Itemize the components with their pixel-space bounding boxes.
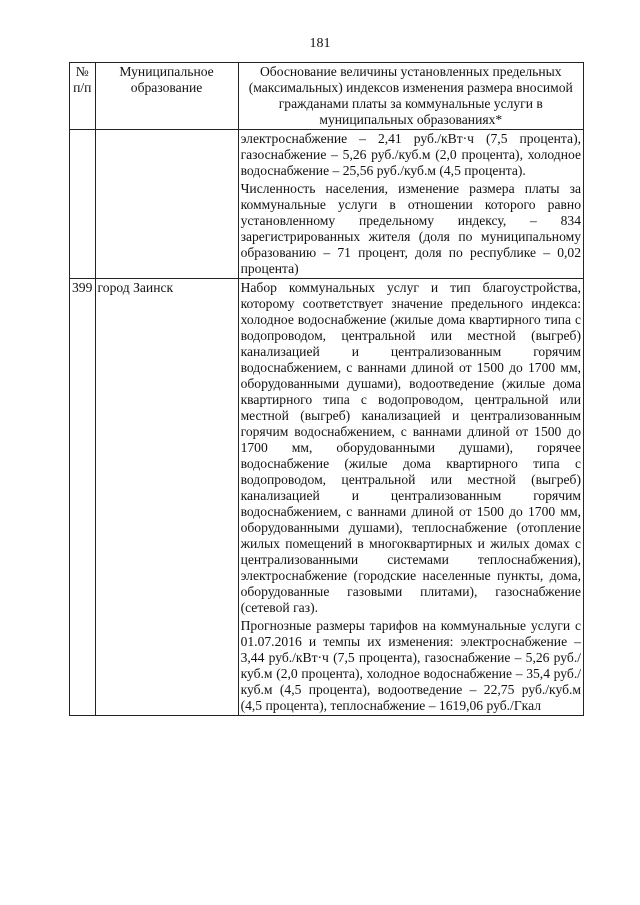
justification-paragraph: Набор коммунальных услуг и тип благоустройства, которому соответствует значение предельного индекса: холодное водоснабжение (жилые дома квартирного типа с водопроводом, центральной или местной (выгреб) канализацией и централизованным горячим водоснабжением, с ваннами длиной от 1500 до 1700 мм, оборудованными душами), водоотведение (жилые дома квартирного типа с водопроводом, центральной или местной (выгреб) канализацией и централизованным горячим водоснабжением, с ваннами длиной от 1500 до 1700 мм, оборудованными душами), горячее водоснабжение (жилые дома квартирного типа с водопроводом, центральной или местной (выгреб) канализацией и централизованным горячим водоснабжением, с ваннами длиной от 1500 до 1700 мм, оборудованными душами), теплоснабжение (отопление жилых помещений в многоквартирных и жилых домах с централизованными системами теплоснабжения), электроснабжение (городские населенные пункты, дома, оборудованные газовыми плитами), газоснабжение (сетевой газ). — [240, 280, 581, 615]
justification-paragraph: Прогнозные размеры тарифов на коммунальные услуги с 01.07.2016 и темпы их изменения: электроснабжение – 3,44 руб./кВт·ч (7,5 процента), газоснабжение – 5,26 руб./куб.м (2,0 процента), холодное водоснабжение – 35,4 руб./куб.м (4,5 процента), водоотведение – 22,75 руб./куб.м (4,5 процента), теплоснабжение – 1619,06 руб./Гкал — [240, 618, 581, 713]
table-row — [70, 279, 584, 716]
page-number: 181 — [309, 36, 331, 51]
table-header-row — [70, 63, 584, 130]
row-municipality: город Заинск — [95, 279, 238, 716]
row-justification — [238, 130, 583, 279]
header-num: № п/п — [70, 63, 96, 130]
row-number — [70, 130, 96, 279]
row-municipality — [95, 130, 238, 279]
header-justification: Обоснование величины установленных предельных (максимальных) индексов изменения размера вносимой гражданами платы за коммунальные услуги в муниципальных образованиях* — [238, 63, 583, 130]
justification-paragraph: Численность населения, изменение размера платы за коммунальные услуги в отношении которого равно установленному предельному индексу, – 834 зарегистрированных жителя (доля по муниципальному образованию – 71 процент, доля по республике – 0,02 процента) — [240, 181, 581, 276]
justification-paragraph: электроснабжение – 2,41 руб./кВт·ч (7,5 процента), газоснабжение – 5,26 руб./куб.м (2,0 процента), холодное водоснабжение – 25,56 руб./куб.м (4,5 процента). — [240, 131, 581, 178]
tariff-justification-table — [69, 62, 584, 716]
table-row — [70, 130, 584, 279]
row-justification — [238, 279, 583, 716]
row-number: 399 — [70, 279, 96, 716]
header-municipality: Муниципальное образование — [95, 63, 238, 130]
